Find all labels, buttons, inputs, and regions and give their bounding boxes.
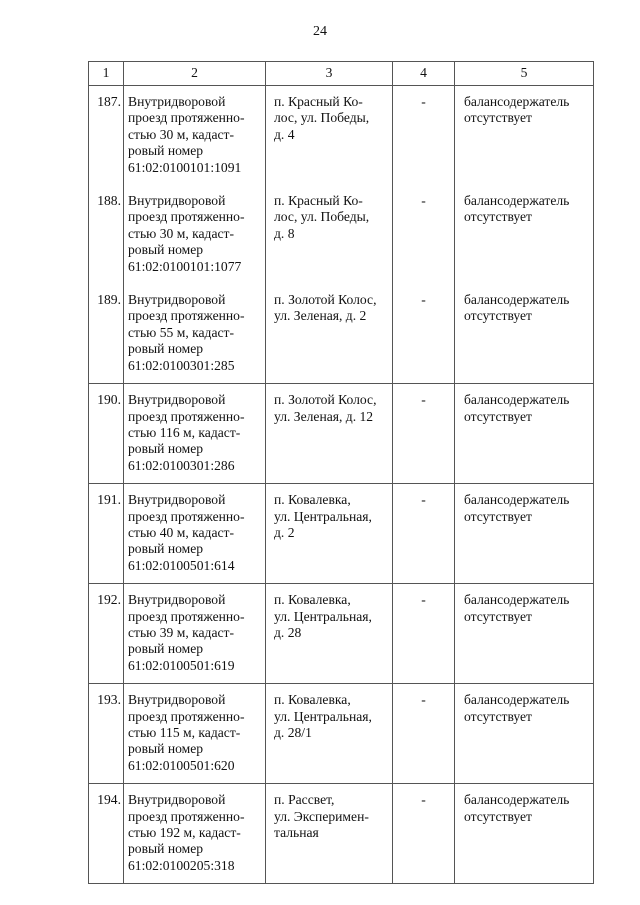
object-description: Внутридворовой проезд протяженно- стью 192 м, кадаст- ровый номер 61:02:0100205:318	[128, 792, 245, 873]
column-4-value: -	[421, 94, 426, 109]
balance-holder: балансодержатель отсутствует	[464, 692, 570, 724]
row-number: 189.	[97, 292, 121, 308]
balance-holder: балансодержатель отсутствует	[464, 492, 570, 524]
row-number: 190.	[97, 392, 121, 408]
object-description: Внутридворовой проезд протяженно- стью 55 м, кадаст- ровый номер 61:02:0100301:285	[128, 292, 245, 373]
table-row	[89, 185, 594, 284]
column-4-value: -	[421, 292, 426, 308]
column-header-5: 5	[455, 62, 594, 86]
object-address: п. Ковалевка, ул. Центральная, д. 28	[274, 592, 372, 640]
row-number: 191.	[97, 492, 121, 508]
row-number: 188.	[97, 193, 121, 209]
object-description: Внутридворовой проезд протяженно- стью 30 м, кадаст- ровый номер 61:02:0100101:1091	[128, 94, 245, 175]
column-4-value: -	[421, 692, 426, 708]
object-description: Внутридворовой проезд протяженно- стью 40 м, кадаст- ровый номер 61:02:0100501:614	[128, 492, 245, 573]
table-row	[89, 86, 594, 186]
row-number: 194.	[97, 792, 121, 808]
balance-holder: балансодержатель отсутствует	[464, 392, 570, 424]
object-address: п. Красный Ко- лос, ул. Победы, д. 8	[274, 193, 370, 241]
balance-holder: балансодержатель отсутствует	[464, 792, 570, 824]
object-address: п. Ковалевка, ул. Центральная, д. 2	[274, 492, 372, 540]
object-description: Внутридворовой проезд протяженно- стью 116 м, кадаст- ровый номер 61:02:0100301:286	[128, 392, 245, 473]
table-row	[89, 684, 594, 784]
balance-holder: балансодержатель отсутствует	[464, 94, 570, 126]
balance-holder: балансодержатель отсутствует	[464, 193, 570, 225]
table-header-row	[89, 62, 594, 86]
object-address: п. Золотой Колос, ул. Зеленая, д. 2	[274, 292, 377, 324]
column-4-value: -	[421, 792, 426, 808]
column-4-value: -	[421, 392, 426, 408]
object-address: п. Красный Ко- лос, ул. Победы, д. 4	[274, 94, 370, 142]
row-number: 193.	[97, 692, 121, 708]
registry-table	[88, 61, 594, 884]
table-row	[89, 284, 594, 384]
column-header-2: 2	[124, 62, 266, 86]
column-header-3: 3	[266, 62, 393, 86]
table-row	[89, 784, 594, 884]
balance-holder: балансодержатель отсутствует	[464, 592, 570, 624]
object-address: п. Золотой Колос, ул. Зеленая, д. 12	[274, 392, 377, 424]
object-description: Внутридворовой проезд протяженно- стью 115 м, кадаст- ровый номер 61:02:0100501:620	[128, 692, 245, 773]
row-number: 187.	[97, 94, 121, 109]
page-number: 24	[313, 24, 327, 39]
column-4-value: -	[421, 492, 426, 508]
column-header-1: 1	[89, 62, 124, 86]
object-address: п. Рассвет, ул. Эксперимен- тальная	[274, 792, 369, 841]
table-row	[89, 484, 594, 584]
column-header-4: 4	[393, 62, 455, 86]
column-4-value: -	[421, 193, 426, 209]
object-description: Внутридворовой проезд протяженно- стью 39 м, кадаст- ровый номер 61:02:0100501:619	[128, 592, 245, 673]
table-row	[89, 384, 594, 484]
row-number: 192.	[97, 592, 121, 608]
column-4-value: -	[421, 592, 426, 608]
object-address: п. Ковалевка, ул. Центральная, д. 28/1	[274, 692, 372, 740]
object-description: Внутридворовой проезд протяженно- стью 30 м, кадаст- ровый номер 61:02:0100101:1077	[128, 193, 245, 274]
table-row	[89, 584, 594, 684]
balance-holder: балансодержатель отсутствует	[464, 292, 570, 324]
